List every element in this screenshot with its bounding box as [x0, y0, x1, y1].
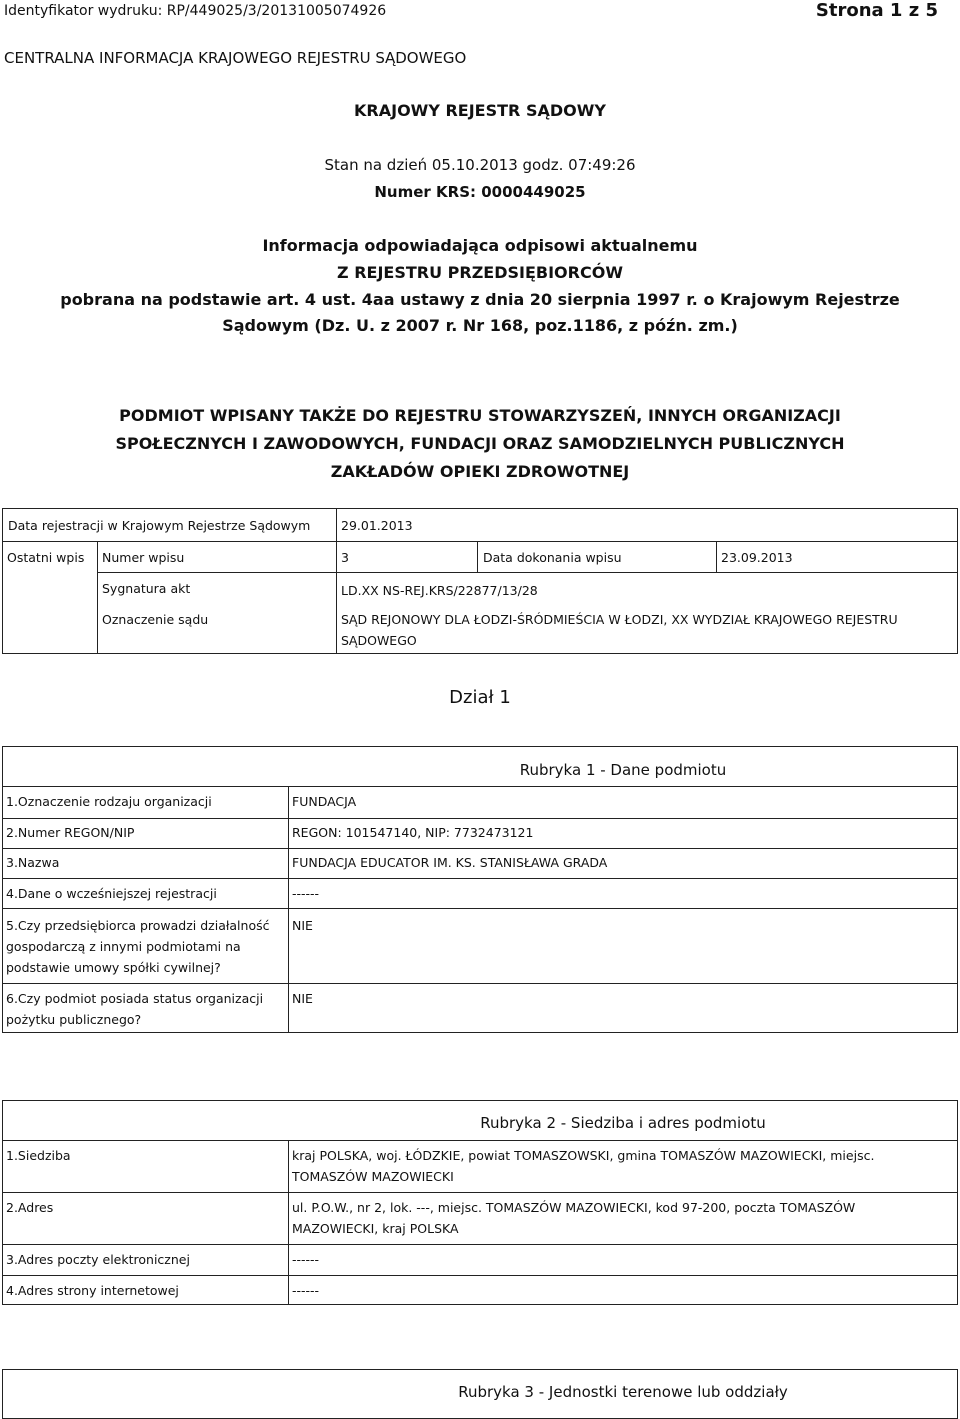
- entity-notice-line-3: ZAKŁADÓW OPIEKI ZDROWOTNEJ: [330, 462, 630, 481]
- info-line-2: Z REJESTRU PRZEDSIĘBIORCÓW: [337, 263, 623, 282]
- section-title: Dział 1: [449, 687, 511, 708]
- institution-name: CENTRALNA INFORMACJA KRAJOWEGO REJESTRU SĄDOWEGO: [4, 49, 467, 67]
- last-entry-label: Ostatni wpis: [7, 550, 85, 565]
- field-website-label: 4.Adres strony internetowej: [6, 1283, 179, 1298]
- entry-date-value: 23.09.2013: [721, 550, 793, 565]
- divider: [2, 983, 958, 984]
- rubric-3-title: Rubryka 3 - Jednostki terenowe lub oddziały: [458, 1383, 788, 1401]
- divider: [477, 541, 478, 572]
- field-previous-reg-value: ------: [292, 886, 320, 901]
- divider: [97, 572, 958, 573]
- court-label: Oznaczenie sądu: [102, 612, 209, 627]
- field-previous-reg-label: 4.Dane o wcześniejszej rejestracji: [6, 886, 217, 901]
- divider: [336, 508, 337, 654]
- divider: [2, 541, 958, 542]
- divider: [2, 878, 958, 879]
- field-org-type-label: 1.Oznaczenie rodzaju organizacji: [6, 794, 212, 809]
- field-name-label: 3.Nazwa: [6, 855, 60, 870]
- court-value-line-1: SĄD REJONOWY DLA ŁODZI-ŚRÓDMIEŚCIA W ŁODZI, XX WYDZIAŁ KRAJOWEGO REJESTRU: [341, 612, 898, 627]
- field-seat-value-1: kraj POLSKA, woj. ŁÓDZKIE, powiat TOMASZOWSKI, gmina TOMASZÓW MAZOWIECKI, miejsc.: [292, 1148, 875, 1163]
- entity-notice: [0, 402, 960, 486]
- divider: [288, 1140, 289, 1305]
- registration-date-label: Data rejestracji w Krajowym Rejestrze Sądowym: [8, 518, 311, 533]
- krs-number: Numer KRS: 0000449025: [374, 183, 586, 201]
- entity-notice-line-2: SPOŁECZNYCH I ZAWODOWYCH, FUNDACJI ORAZ SAMODZIELNYCH PUBLICZNYCH: [115, 434, 845, 453]
- field-address-value-1: ul. P.O.W., nr 2, lok. ---, miejsc. TOMASZÓW MAZOWIECKI, kod 97-200, poczta TOMASZÓW: [292, 1200, 856, 1215]
- divider: [2, 1275, 958, 1276]
- rubric-2-title: Rubryka 2 - Siedziba i adres podmiotu: [480, 1114, 766, 1132]
- field-civil-partnership-label-1: 5.Czy przedsiębiorca prowadzi działalność: [6, 918, 270, 933]
- info-line-1: Informacja odpowiadająca odpisowi aktualnemu: [262, 236, 698, 255]
- field-opp-status-value: NIE: [292, 991, 313, 1006]
- entry-date-label: Data dokonania wpisu: [483, 550, 622, 565]
- field-civil-partnership-value: NIE: [292, 918, 313, 933]
- field-civil-partnership-label-3: podstawie umowy spółki cywilnej?: [6, 960, 221, 975]
- divider: [2, 1192, 958, 1193]
- divider: [2, 818, 958, 819]
- file-signature-value: LD.XX NS-REJ.KRS/22877/13/28: [341, 583, 538, 598]
- file-signature-label: Sygnatura akt: [102, 581, 191, 596]
- divider: [2, 1140, 958, 1141]
- field-org-type-value: FUNDACJA: [292, 794, 357, 809]
- field-seat-value-2: TOMASZÓW MAZOWIECKI: [292, 1169, 454, 1184]
- divider: [716, 541, 717, 572]
- state-date: Stan na dzień 05.10.2013 godz. 07:49:26: [324, 156, 636, 174]
- divider: [2, 908, 958, 909]
- field-name-value: FUNDACJA EDUCATOR IM. KS. STANISŁAWA GRADA: [292, 855, 608, 870]
- field-regon-label: 2.Numer REGON/NIP: [6, 825, 135, 840]
- rubric-1-title: Rubryka 1 - Dane podmiotu: [519, 761, 727, 779]
- entry-number-label: Numer wpisu: [102, 550, 185, 565]
- info-line-3: pobrana na podstawie art. 4 ust. 4aa ustawy z dnia 20 sierpnia 1997 r. o Krajowym Rejestrze: [60, 290, 900, 309]
- field-opp-status-label-2: pożytku publicznego?: [6, 1012, 142, 1027]
- field-email-label: 3.Adres poczty elektronicznej: [6, 1252, 190, 1267]
- page-number: Strona 1 z 5: [815, 0, 938, 21]
- divider: [2, 1244, 958, 1245]
- entry-number-value: 3: [341, 550, 349, 565]
- field-email-value: ------: [292, 1252, 320, 1267]
- divider: [97, 541, 98, 654]
- field-regon-value: REGON: 101547140, NIP: 7732473121: [292, 825, 534, 840]
- divider: [288, 786, 289, 1033]
- field-address-value-2: MAZOWIECKI, kraj POLSKA: [292, 1221, 459, 1236]
- divider: [2, 848, 958, 849]
- field-seat-label: 1.Siedziba: [6, 1148, 71, 1163]
- field-civil-partnership-label-2: gospodarczą z innymi podmiotami na: [6, 939, 241, 954]
- field-address-label: 2.Adres: [6, 1200, 54, 1215]
- document-title: KRAJOWY REJESTR SĄDOWY: [354, 101, 606, 120]
- field-opp-status-label-1: 6.Czy podmiot posiada status organizacji: [6, 991, 264, 1006]
- court-value-line-2: SĄDOWEGO: [341, 633, 417, 648]
- field-website-value: ------: [292, 1283, 320, 1298]
- registration-date-value: 29.01.2013: [341, 518, 413, 533]
- entity-notice-line-1: PODMIOT WPISANY TAKŻE DO REJESTRU STOWARZYSZEŃ, INNYCH ORGANIZACJI: [119, 406, 841, 425]
- info-line-4: Sądowym (Dz. U. z 2007 r. Nr 168, poz.1186, z późn. zm.): [222, 316, 738, 335]
- divider: [2, 786, 958, 787]
- print-identifier: Identyfikator wydruku: RP/449025/3/20131005074926: [4, 3, 387, 19]
